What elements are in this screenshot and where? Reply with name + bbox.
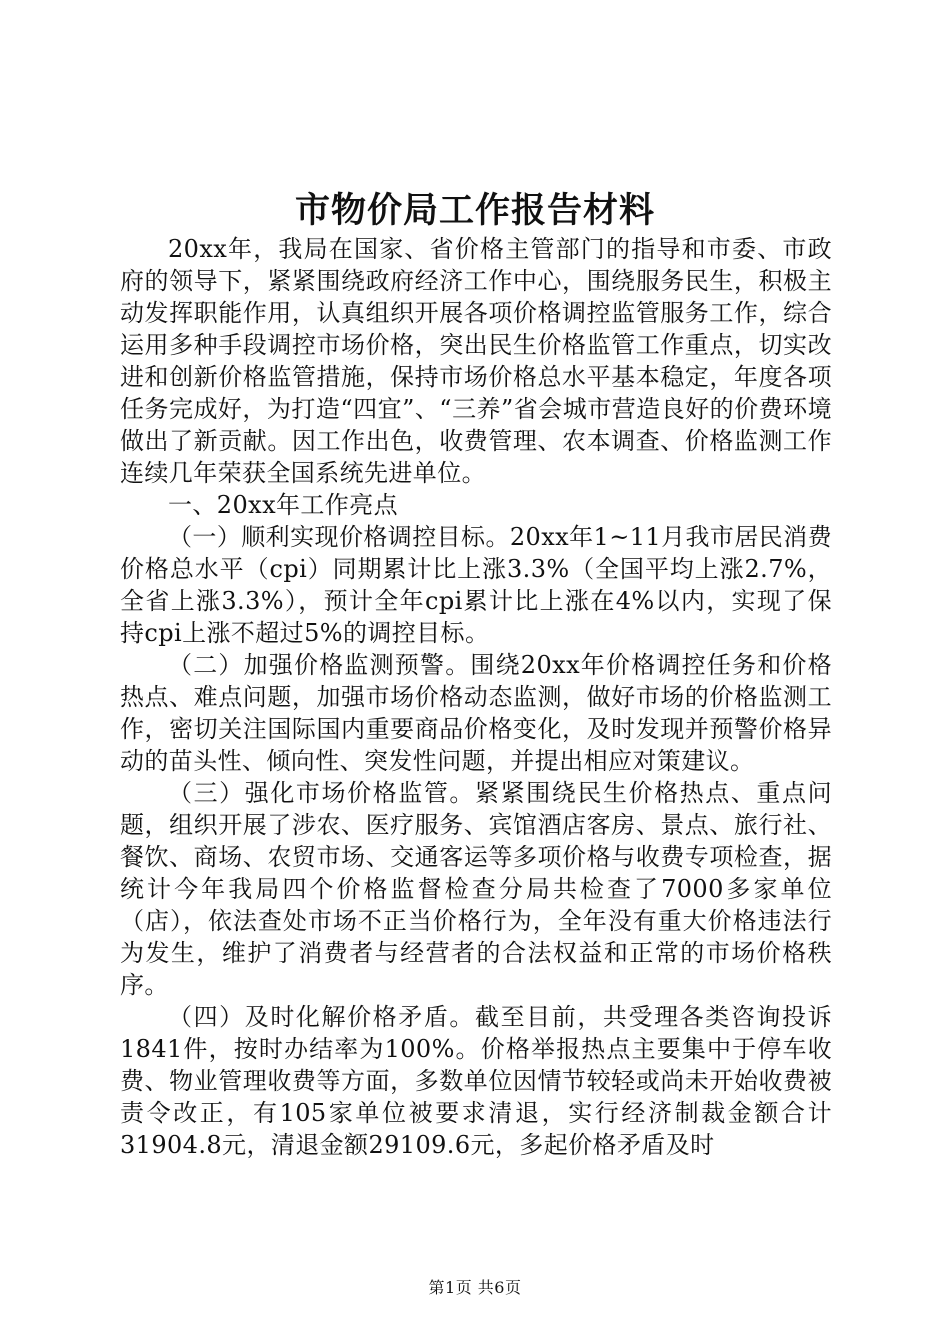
paragraph-price-monitoring: （二）加强价格监测预警。围绕20xx年价格调控任务和价格热点、难点问题，加强市场价格动态监测，做好市场的价格监测工作，密切关注国际国内重要商品价格变化，及时发现并预警价格异动的苗头性、倾向性、突发性问题，并提出相应对策建议。 [120, 651, 832, 775]
document-body [120, 233, 832, 1161]
paragraph-market-supervision: （三）强化市场价格监管。紧紧围绕民生价格热点、重点问题，组织开展了涉农、医疗服务、宾馆酒店客房、景点、旅行社、餐饮、商场、农贸市场、交通客运等多项价格与收费专项检查，据统计今年我局四个价格监督检查分局共检查了7000多家单位（店），依法查处市场不正当价格行为，全年没有重大价格违法行为发生，维护了消费者与经营者的合法权益和正常的市场价格秩序。 [120, 779, 832, 999]
paragraph-price-control: （一）顺利实现价格调控目标。20xx年1~11月我市居民消费价格总水平（cpi）同期累计比上涨3.3%（全国平均上涨2.7%，全省上涨3.3%），预计全年cpi累计比上涨在4%以内，实现了保持cpi上涨不超过5%的调控目标。 [120, 523, 832, 647]
document-title: 市物价局工作报告材料 [294, 190, 655, 231]
paragraph-price-disputes: （四）及时化解价格矛盾。截至目前，共受理各类咨询投诉1841件，按时办结率为100%。价格举报热点主要集中于停车收费、物业管理收费等方面，多数单位因情节较轻或尚未开始收费被责令改正，有105家单位被要求清退，实行经济制裁金额合计31904.8元，清退金额29109.6元，多起价格矛盾及时 [120, 1003, 832, 1159]
paragraph-intro: 20xx年，我局在国家、省价格主管部门的指导和市委、市政府的领导下，紧紧围绕政府经济工作中心，围绕服务民生，积极主动发挥职能作用，认真组织开展各项价格调控监管服务工作，综合运用多种手段调控市场价格，突出民生价格监管工作重点，切实改进和创新价格监管措施，保持市场价格总水平基本稳定，年度各项任务完成好，为打造“四宜”、“三养”省会城市营造良好的价费环境做出了新贡献。因工作出色，收费管理、农本调查、价格监测工作连续几年荣获全国系统先进单位。 [120, 235, 832, 487]
page-number-footer: 第1页 共6页 [428, 1278, 522, 1297]
section-heading-highlights: 一、20xx年工作亮点 [168, 491, 399, 519]
